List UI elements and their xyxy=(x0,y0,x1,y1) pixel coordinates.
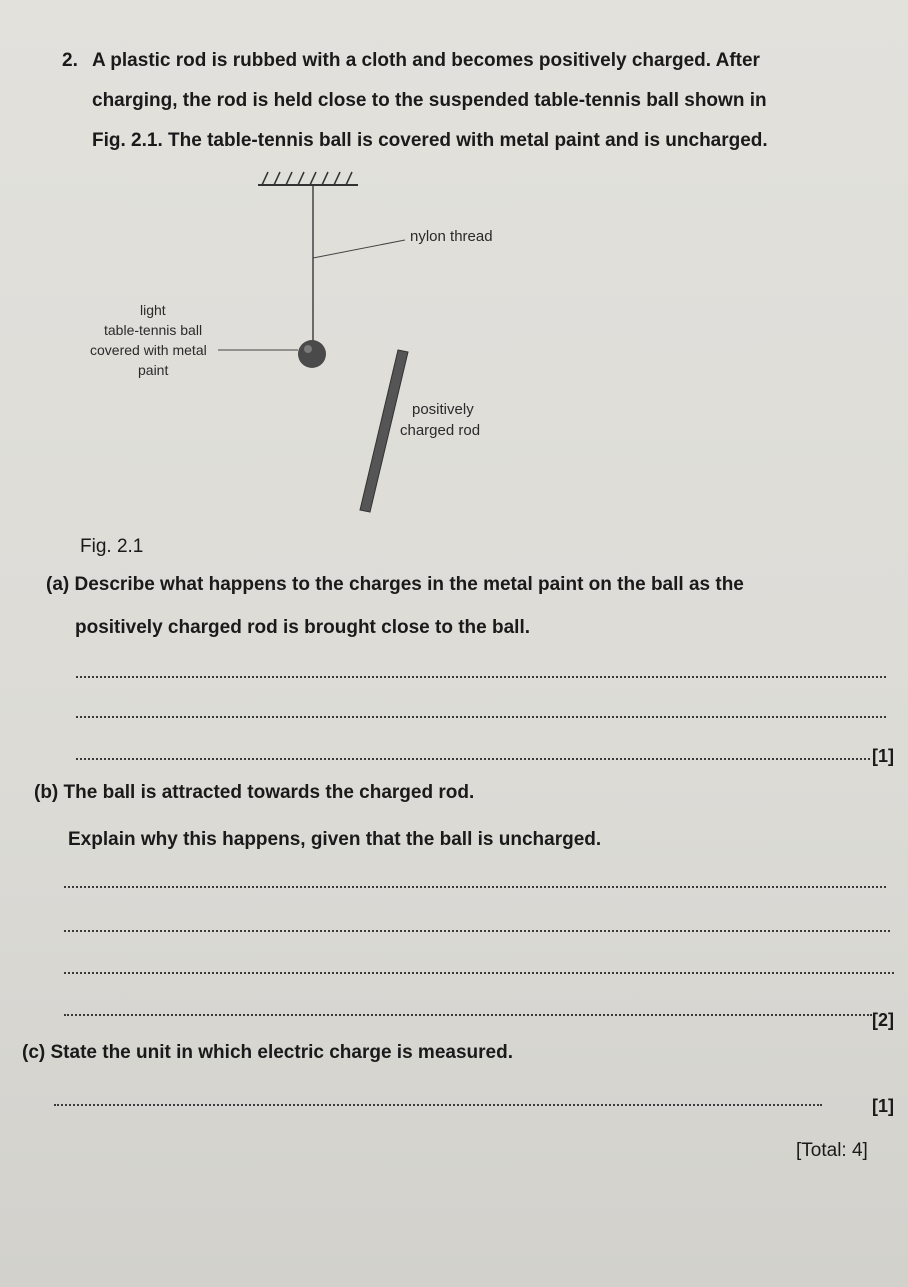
thread-label: nylon thread xyxy=(410,228,493,245)
ball-label-line-4: paint xyxy=(138,362,169,378)
part-a-line-2: positively charged rod is brought close to the ball. xyxy=(75,617,531,638)
answer-line-a-1[interactable] xyxy=(76,676,886,678)
ball-label-line-1: light xyxy=(140,302,166,318)
answer-line-c-1[interactable] xyxy=(54,1104,822,1106)
ball-label-line-3: covered with metal xyxy=(90,342,207,358)
figure-caption: Fig. 2.1 xyxy=(80,536,144,557)
part-b-line-2: Explain why this happens, given that the ball is uncharged. xyxy=(68,829,602,850)
answer-line-b-3[interactable] xyxy=(64,972,894,974)
ball-highlight xyxy=(304,345,312,353)
answer-line-b-2[interactable] xyxy=(64,930,890,932)
question-intro-line-2: charging, the rod is held close to the suspended table-tennis ball shown in xyxy=(92,90,767,111)
table-tennis-ball xyxy=(298,340,326,368)
answer-line-b-1[interactable] xyxy=(64,886,886,888)
part-b-line-1: (b) The ball is attracted towards the charged rod. xyxy=(34,782,475,803)
ceiling-hatching xyxy=(262,172,352,185)
answer-line-a-2[interactable] xyxy=(76,716,886,718)
answer-line-a-3[interactable] xyxy=(76,758,870,760)
part-c-line-1: (c) State the unit in which electric charge is measured. xyxy=(22,1042,513,1063)
rod-label-line-1: positively xyxy=(412,401,474,418)
thread-leader-line xyxy=(313,240,405,258)
rod-label-line-2: charged rod xyxy=(400,422,481,439)
total-marks: [Total: 4] xyxy=(796,1140,868,1161)
part-a-marks: [1] xyxy=(872,746,894,766)
ball-label-line-2: table-tennis ball xyxy=(104,322,203,338)
question-intro-line-1: A plastic rod is rubbed with a cloth and becomes positively charged. After xyxy=(92,50,760,71)
question-number: 2. xyxy=(62,50,78,71)
part-c-marks: [1] xyxy=(872,1096,894,1116)
question-intro-line-3: Fig. 2.1. The table-tennis ball is covered with metal paint and is uncharged. xyxy=(92,130,768,151)
answer-line-b-4[interactable] xyxy=(64,1014,872,1016)
part-a-line-1: (a) Describe what happens to the charges in the metal paint on the ball as the xyxy=(46,574,744,595)
part-b-marks: [2] xyxy=(872,1010,894,1030)
